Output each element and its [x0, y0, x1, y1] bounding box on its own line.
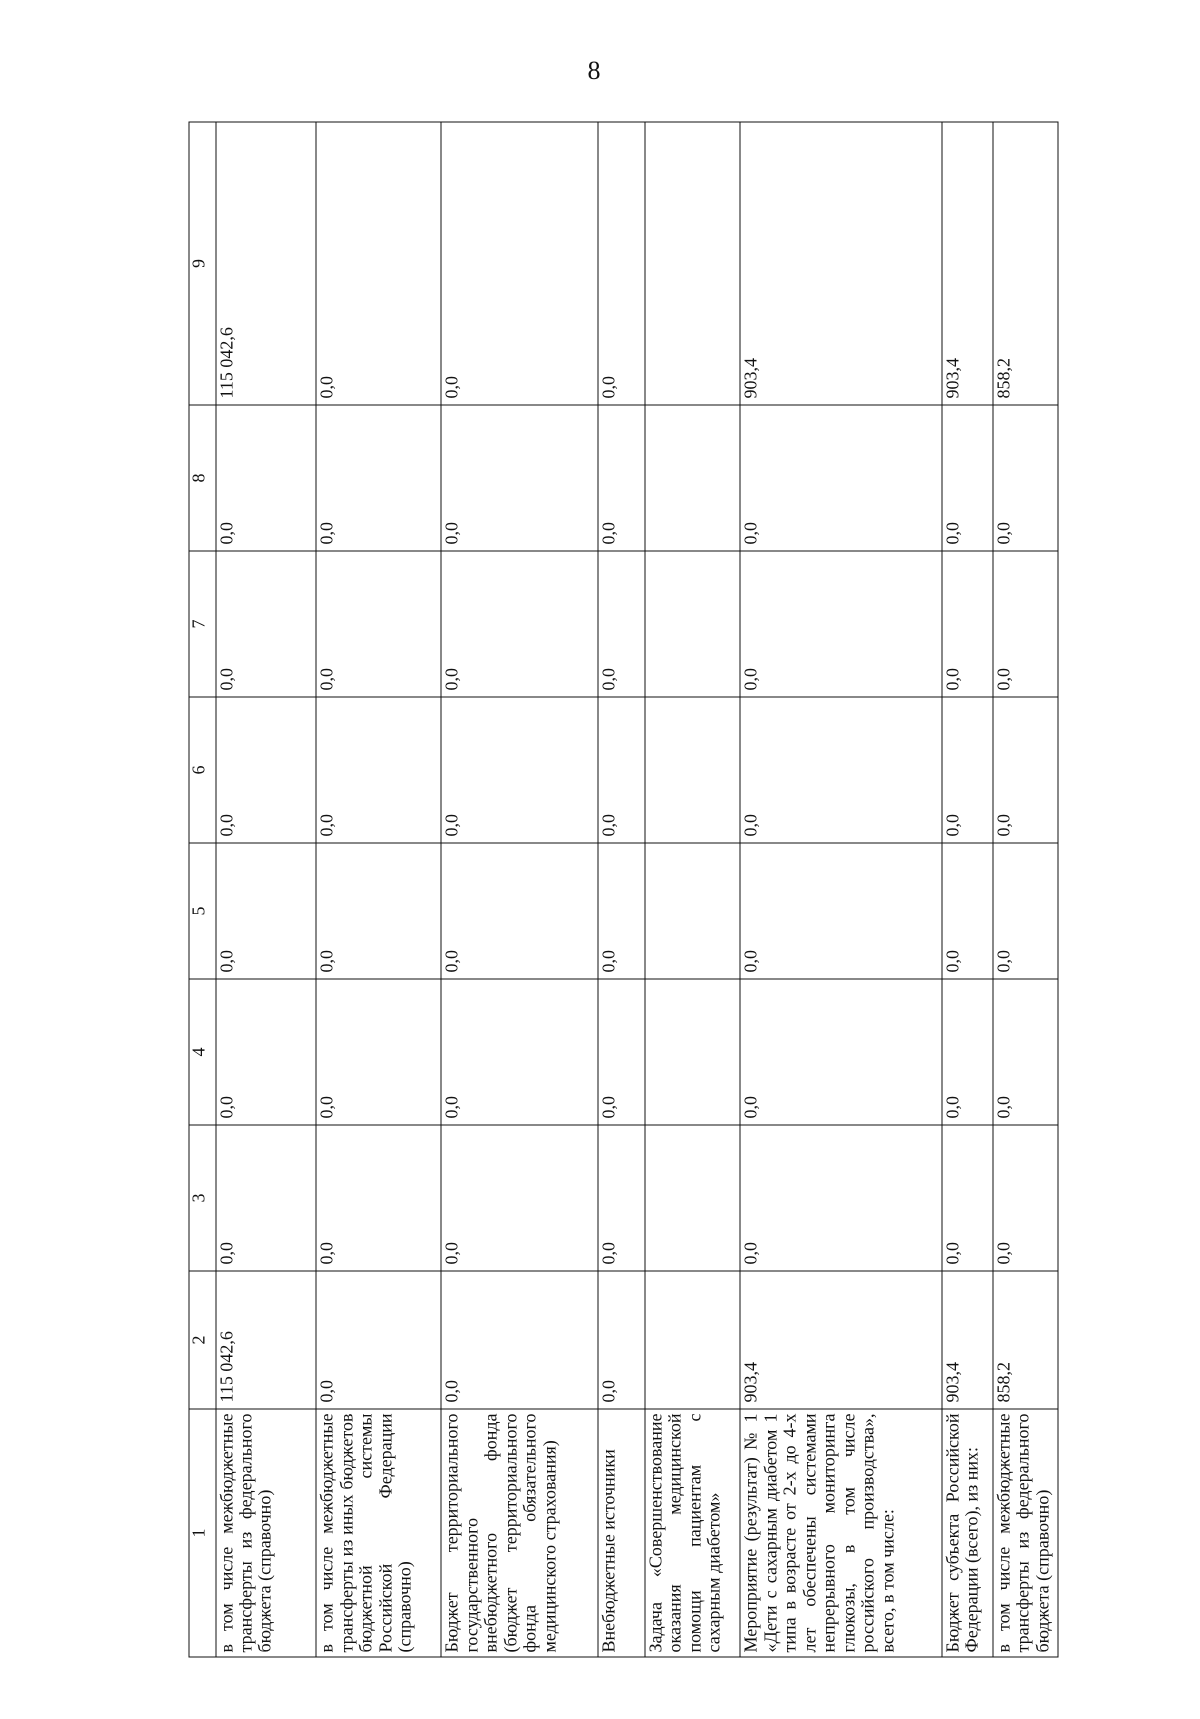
table-cell	[645, 697, 740, 843]
table-cell: 115 042,6	[215, 122, 316, 405]
table-cell: 0,0	[942, 1125, 993, 1271]
row-label: Бюджет субъекта Российской Федерации (всего), из них:	[942, 1409, 993, 1657]
table-cell: 0,0	[598, 1271, 645, 1409]
table-cell	[645, 1125, 740, 1271]
table-cell: 0,0	[598, 697, 645, 843]
table-cell: 0,0	[992, 843, 1057, 979]
row-label: Внебюджетные источники	[598, 1409, 645, 1657]
row-label: Задача «Совершенствование оказания медицинской помощи пациентам с сахарным диабетом»	[645, 1409, 740, 1657]
column-header: 2	[189, 1271, 216, 1409]
table-cell: 0,0	[992, 697, 1057, 843]
table-cell: 0,0	[598, 1125, 645, 1271]
table-cell: 0,0	[598, 551, 645, 697]
table-cell: 0,0	[740, 697, 942, 843]
table-cell: 0,0	[316, 551, 441, 697]
table-cell: 0,0	[992, 551, 1057, 697]
table-cell: 0,0	[598, 979, 645, 1125]
budget-table-rotated	[188, 122, 1058, 1657]
table-cell: 0,0	[942, 551, 993, 697]
column-header: 7	[189, 551, 216, 697]
table-cell: 0,0	[740, 1125, 942, 1271]
table-row	[740, 122, 942, 1657]
table-cell: 0,0	[215, 551, 316, 697]
table-cell	[645, 122, 740, 405]
table-cell: 0,0	[441, 979, 598, 1125]
table-cell: 0,0	[441, 1271, 598, 1409]
column-header: 4	[189, 979, 216, 1125]
table-cell: 0,0	[215, 405, 316, 551]
table-cell: 0,0	[215, 843, 316, 979]
row-label: Бюджет территориального государственного внебюджетного фонда (бюджет территориального фонда обязательного медицинского страхования)	[441, 1409, 598, 1657]
table-cell: 0,0	[740, 405, 942, 551]
table-cell: 0,0	[740, 979, 942, 1125]
table-cell: 0,0	[740, 843, 942, 979]
table-cell: 0,0	[316, 1271, 441, 1409]
table-cell: 0,0	[215, 1125, 316, 1271]
table-cell: 0,0	[942, 405, 993, 551]
table-cell: 0,0	[316, 405, 441, 551]
budget-table	[188, 121, 1058, 1657]
column-header: 9	[189, 122, 216, 405]
table-cell: 0,0	[215, 697, 316, 843]
table-cell: 0,0	[441, 405, 598, 551]
table-cell: 0,0	[441, 697, 598, 843]
table-cell	[645, 979, 740, 1125]
table-cell: 0,0	[215, 979, 316, 1125]
column-header: 1	[189, 1409, 216, 1657]
table-cell	[645, 843, 740, 979]
column-header: 3	[189, 1125, 216, 1271]
table-cell	[645, 1271, 740, 1409]
table-cell: 0,0	[441, 843, 598, 979]
row-label: Мероприятие (результат) № 1 «Дети с сахарным диабетом 1 типа в возрасте от 2-х до 4-х лет обеспечены системами непрерывного мониторинга глюкозы, в том числе российского производства», всего, в том числе:	[740, 1409, 942, 1657]
table-cell: 0,0	[316, 1125, 441, 1271]
table-cell: 0,0	[740, 551, 942, 697]
table-cell: 0,0	[441, 551, 598, 697]
table-cell: 903,4	[942, 1271, 993, 1409]
table-cell: 0,0	[441, 1125, 598, 1271]
table-cell: 858,2	[992, 122, 1057, 405]
table-row	[992, 122, 1057, 1657]
table-row	[215, 122, 316, 1657]
table-row	[316, 122, 441, 1657]
table-row	[441, 122, 598, 1657]
table-cell: 903,4	[740, 1271, 942, 1409]
table-cell	[645, 405, 740, 551]
table-cell: 903,4	[740, 122, 942, 405]
table-cell: 0,0	[992, 405, 1057, 551]
table-row	[645, 122, 740, 1657]
row-label: в том числе межбюджетные трансферты из федерального бюджета (справочно)	[215, 1409, 316, 1657]
table-cell: 0,0	[598, 405, 645, 551]
table-cell: 903,4	[942, 122, 993, 405]
table-row	[942, 122, 993, 1657]
column-header: 5	[189, 843, 216, 979]
table-cell: 0,0	[992, 979, 1057, 1125]
table-cell: 0,0	[598, 122, 645, 405]
table-cell: 0,0	[316, 979, 441, 1125]
table-cell: 0,0	[942, 697, 993, 843]
table-cell: 115 042,6	[215, 1271, 316, 1409]
row-label: в том числе межбюджетные трансферты из федерального бюджета (справочно)	[992, 1409, 1057, 1657]
row-label: в том числе межбюджетные трансферты из иных бюджетов бюджетной системы Российской Федерации (справочно)	[316, 1409, 441, 1657]
table-cell: 0,0	[316, 122, 441, 405]
table-cell: 0,0	[598, 843, 645, 979]
table-row	[598, 122, 645, 1657]
column-header: 6	[189, 697, 216, 843]
page-number: 8	[587, 56, 601, 85]
table-cell: 0,0	[992, 1125, 1057, 1271]
table-header-row	[189, 122, 216, 1657]
table-cell	[645, 551, 740, 697]
table-cell: 0,0	[942, 979, 993, 1125]
table-cell: 858,2	[992, 1271, 1057, 1409]
table-cell: 0,0	[316, 843, 441, 979]
table-cell: 0,0	[441, 122, 598, 405]
table-cell: 0,0	[942, 843, 993, 979]
table-cell: 0,0	[316, 697, 441, 843]
column-header: 8	[189, 405, 216, 551]
